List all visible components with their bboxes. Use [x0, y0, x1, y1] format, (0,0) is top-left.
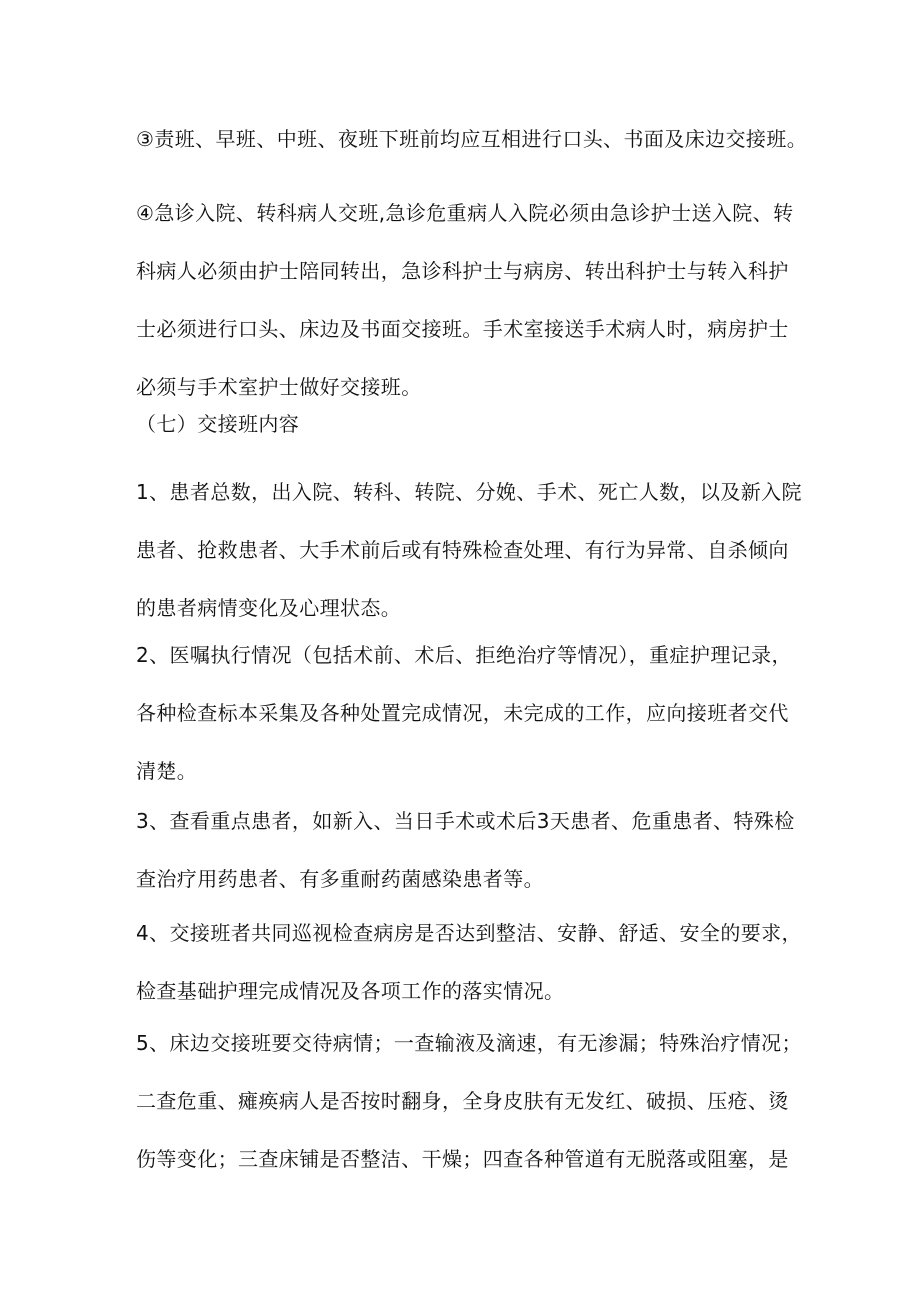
text-line: 检查基础护理完成情况及各项工作的落实情况。 — [136, 979, 565, 1003]
text-line: 查治疗用药患者、有多重耐药菌感染患者等。 — [136, 867, 544, 891]
text-line: 伤等变化；三查床铺是否整洁、干燥；四查各种管道有无脱落或阻塞，是 — [136, 1147, 789, 1171]
text-line: 科病人必须由护士陪同转出，急诊科护士与病房、转出科护士与转入科护 — [136, 259, 789, 283]
list-item-3 — [136, 792, 796, 908]
text-line: 士必须进行口头、床边及书面交接班。手术室接送手术病人时，病房护士 — [136, 317, 789, 341]
text-line: 3、查看重点患者，如新入、当日手术或术后3天患者、危重患者、特殊检 — [136, 809, 795, 833]
text-line: ④急诊入院、转科病人交班,急诊危重病人入院必须由急诊护士送入院、转 — [136, 201, 794, 225]
text-line: 1、患者总数，出入院、转科、转院、分娩、手术、死亡人数，以及新入院 — [136, 480, 802, 504]
paragraph-shift-handover — [136, 110, 808, 168]
text-line: 5、床边交接班要交待病情；一查输液及滴速，有无渗漏；特殊治疗情况； — [136, 1031, 802, 1055]
text-line: ③责班、早班、中班、夜班下班前均应互相进行口头、书面及床边交接班。 — [136, 127, 808, 151]
text-line: 清楚。 — [136, 759, 198, 783]
list-item-4 — [136, 904, 802, 1020]
list-item-1 — [136, 463, 802, 637]
list-item-2 — [136, 626, 796, 800]
paragraph-emergency-transfer — [136, 184, 796, 416]
text-line: 4、交接班者共同巡视检查病房是否达到整洁、安静、舒适、安全的要求， — [136, 921, 802, 945]
text-line: 二查危重、瘫痪病人是否按时翻身，全身皮肤有无发红、破损、压疮、烫 — [136, 1089, 789, 1113]
text-line: 各种检查标本采集及各种处置完成情况，未完成的工作，应向接班者交代 — [136, 701, 789, 725]
heading-text: （七）交接班内容 — [136, 412, 300, 436]
text-line: 患者、抢救患者、大手术前后或有特殊检查处理、有行为异常、自杀倾向 — [136, 538, 789, 562]
section-heading — [136, 395, 796, 453]
text-line: 的患者病情变化及心理状态。 — [136, 596, 402, 620]
text-line: 必须与手术室护士做好交接班。 — [136, 375, 422, 399]
list-item-5 — [136, 1014, 802, 1188]
text-line: 2、医嘱执行情况（包括术前、术后、拒绝治疗等情况），重症护理记录， — [136, 643, 792, 667]
